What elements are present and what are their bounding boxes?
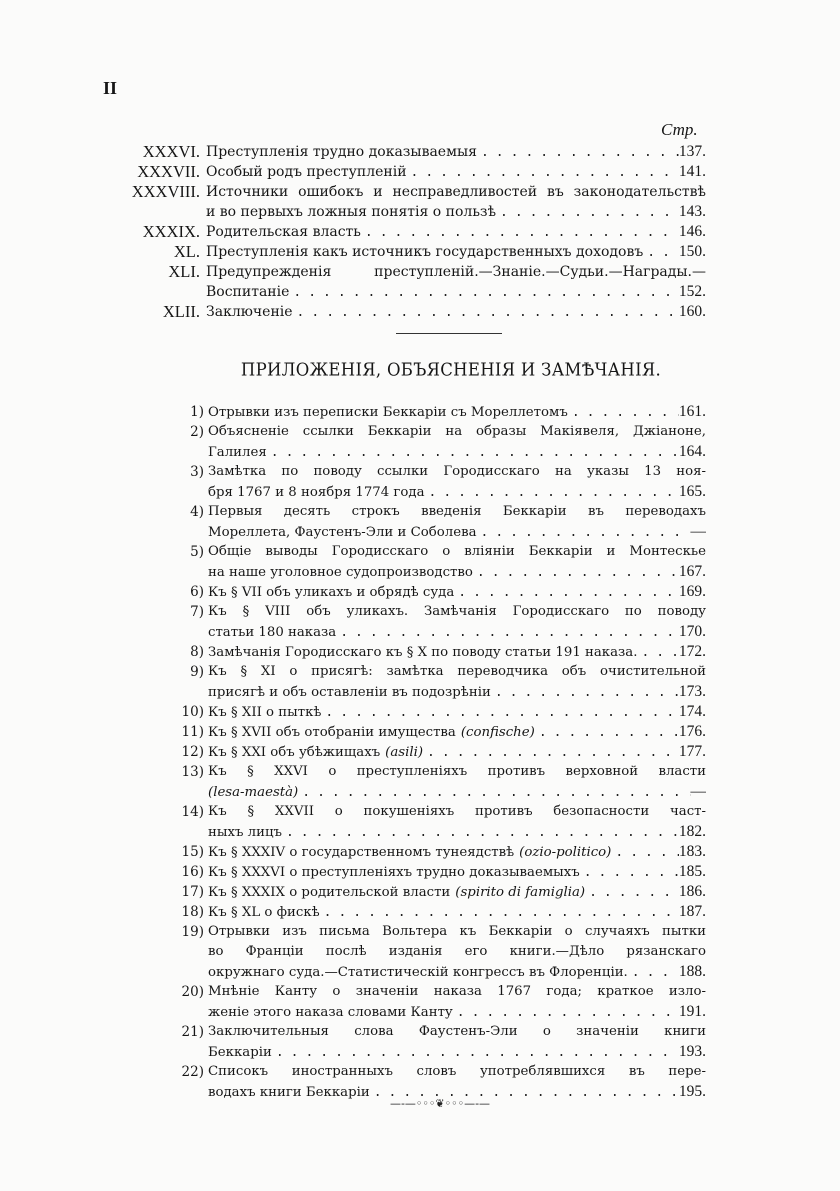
page-reference: — [690, 783, 706, 800]
entry-line [208, 642, 706, 662]
page-reference: 191. [678, 1003, 706, 1020]
entry-line [208, 962, 706, 982]
entry-number: 12) [181, 744, 204, 760]
entry-title-italic: (asili) [385, 745, 424, 760]
entry-title: Къ § XXVII о покушеніяхъ противъ безопасности част- [208, 804, 706, 819]
page-reference: 164. [678, 443, 706, 460]
entry-line [208, 922, 706, 942]
entry-title: Отрывки изъ переписки Беккаріи съ Мореллетомъ [208, 405, 568, 420]
entry-number: 4) [190, 504, 204, 520]
entry-number: XXXVIII. [131, 182, 200, 201]
entry-number: 11) [181, 724, 204, 740]
entry-number: 17) [181, 884, 204, 900]
page-column-heading: Стр. [661, 120, 698, 139]
page-number: II [103, 78, 118, 98]
entry-line [208, 842, 706, 862]
toc-entry [150, 762, 706, 802]
entry-title: Къ § XXXIX о родительской власти [208, 885, 451, 900]
entry-number: 3) [190, 464, 204, 480]
entry-line [208, 1042, 706, 1062]
dot-leader [425, 483, 679, 502]
dot-leader [454, 583, 679, 602]
toc-entry [150, 842, 706, 862]
entry-title: Особый родъ преступленій [206, 164, 407, 180]
section-divider [396, 333, 502, 334]
page-reference: 176. [678, 723, 706, 740]
page-reference: 161. [678, 403, 706, 420]
toc-entry [100, 182, 706, 222]
entry-line [208, 462, 706, 482]
entry-number: 2) [190, 424, 204, 440]
entry-title: Беккаріи [208, 1045, 272, 1060]
page-reference: 170. [678, 623, 706, 640]
toc-entry [150, 802, 706, 842]
entry-title: ныхъ лицъ [208, 825, 282, 840]
entry-title: Замѣтка по поводу ссылки Городисскаго на указы 13 ноя- [208, 464, 706, 479]
entry-line [208, 442, 706, 462]
entry-line [206, 242, 706, 262]
page-reference: 185. [678, 863, 706, 880]
entry-line [206, 142, 706, 162]
entry-title: Предупрежденія преступленій.—Знаніе.—Судьи.—Награды.— [206, 264, 706, 280]
entry-number: 10) [181, 704, 204, 720]
toc-entry [150, 402, 706, 422]
entry-number: XXXVII. [137, 162, 200, 181]
entry-line [206, 182, 706, 202]
entry-number: XXXVI. [142, 142, 200, 161]
entry-title: Къ § VIII объ уликахъ. Замѣчанія Городисскаго по поводу [208, 604, 706, 619]
entry-title: Мореллета, Фаустенъ-Эли и Соболева [208, 525, 477, 540]
toc-entry [150, 422, 706, 462]
entry-title: бря 1767 и 8 ноября 1774 года [208, 485, 425, 500]
entry-line [206, 262, 706, 282]
dot-leader [336, 623, 679, 642]
entry-title: и во первыхъ ложныя понятія о пользѣ [206, 204, 497, 220]
entry-line [208, 802, 706, 822]
entry-line [208, 742, 706, 762]
page-reference: 195. [678, 1083, 706, 1100]
table-of-contents [100, 142, 706, 322]
toc-entry [150, 1062, 706, 1102]
toc-entry [150, 742, 706, 762]
entry-number: XLII. [162, 302, 200, 321]
toc-entry [150, 882, 706, 902]
toc-entry [150, 1022, 706, 1062]
ornament-tailpiece: —-—◦◦◦❦◦◦◦—-— [389, 1097, 491, 1110]
section-title: ПРИЛОЖЕНІЯ, ОБЪЯСНЕНІЯ И ЗАМѢЧАНІЯ. [240, 359, 662, 380]
entry-line [208, 582, 706, 602]
entry-title: на наше уголовное судопроизводство [208, 565, 473, 580]
entry-title: Къ § XII о пыткѣ [208, 705, 322, 720]
entry-title: Къ § XXXVI о преступленіяхъ трудно доказываемыхъ [208, 865, 580, 880]
entry-line [208, 822, 706, 842]
toc-entry [150, 902, 706, 922]
entry-number: 13) [181, 764, 204, 780]
entry-title: Галилея [208, 445, 267, 460]
entry-line [208, 502, 706, 522]
entry-line [208, 722, 706, 742]
dot-leader [298, 783, 690, 802]
toc-entry [100, 142, 706, 162]
entry-title: Къ § VII объ уликахъ и обрядѣ суда [208, 585, 455, 600]
entry-number: 20) [181, 984, 204, 1000]
dot-leader [361, 223, 679, 242]
entry-title: окружнаго суда.—Статистическій конгрессъ въ Флоренціи. [208, 965, 628, 980]
entry-number: 22) [181, 1064, 204, 1080]
entry-title: Къ § XXVI о преступленіяхъ противъ верховной власти [208, 764, 706, 779]
entry-title: Къ § XL о фискѣ [208, 905, 320, 920]
entry-line [206, 162, 706, 182]
dot-leader [423, 743, 679, 762]
toc-entry [100, 262, 706, 302]
dot-leader [568, 403, 679, 422]
dot-leader [320, 903, 679, 922]
toc-entry [150, 862, 706, 882]
entry-line [208, 542, 706, 562]
entry-title: Родительская власть [206, 224, 361, 240]
page-reference: 172. [678, 643, 706, 660]
entry-title: Объясненіе ссылки Беккаріи на образы Макіявеля, Джіаноне, [208, 424, 706, 439]
entry-title: Источники ошибокъ и несправедливостей въ законодательствѣ [206, 184, 706, 200]
entry-title: Преступленія трудно доказываемыя [206, 144, 477, 160]
page-reference: 188. [678, 963, 706, 980]
entry-line [208, 1062, 706, 1082]
entry-number: 19) [181, 924, 204, 940]
page-reference: 160. [678, 303, 706, 320]
entry-line [208, 782, 706, 802]
entry-number: 8) [190, 644, 204, 660]
entry-number: XLI. [168, 262, 200, 281]
dot-leader [628, 963, 679, 982]
page-reference: 152. [678, 283, 706, 300]
entry-number: 5) [190, 544, 204, 560]
entry-number: XXXIX. [142, 222, 200, 241]
dot-leader [643, 243, 679, 262]
entry-title-italic: (lesa-maestà) [208, 785, 299, 800]
page-reference: 182. [678, 823, 706, 840]
toc-entry [150, 982, 706, 1022]
entry-line [208, 902, 706, 922]
page-reference: 173. [678, 683, 706, 700]
toc-entry [150, 662, 706, 702]
appendix-contents [150, 402, 706, 1102]
entry-line [208, 562, 706, 582]
entry-title: Первыя десять строкъ введенія Беккаріи въ переводахъ [208, 504, 706, 519]
page-reference: 143. [678, 203, 706, 220]
entry-line [208, 662, 706, 682]
dot-leader [477, 523, 691, 542]
entry-number: 6) [190, 584, 204, 600]
page-reference: 150. [678, 243, 706, 260]
dot-leader [321, 703, 678, 722]
entry-line [208, 482, 706, 502]
toc-entry [150, 542, 706, 582]
entry-title: Заключеніе [206, 304, 293, 320]
entry-line [208, 702, 706, 722]
dot-leader [535, 723, 679, 742]
toc-entry [100, 222, 706, 242]
entry-line [208, 522, 706, 542]
entry-title: Отрывки изъ письма Вольтера къ Беккаріи о случаяхъ пытки [208, 924, 706, 939]
toc-entry [150, 502, 706, 542]
entry-number: 18) [181, 904, 204, 920]
dot-leader [473, 563, 679, 582]
entry-title: Къ § XXXIV о государственномъ тунеядствѣ [208, 845, 515, 860]
entry-title: Къ § XI о присягѣ: замѣтка переводчика объ очистительной [208, 664, 706, 679]
dot-leader [496, 203, 679, 222]
entry-number: 21) [181, 1024, 204, 1040]
page-reference: 169. [678, 583, 706, 600]
dot-leader [407, 163, 679, 182]
entry-line [208, 762, 706, 782]
page-reference: 167. [678, 563, 706, 580]
entry-title: Заключительныя слова Фаустенъ-Эли о значеніи книги [208, 1024, 706, 1039]
entry-line [208, 862, 706, 882]
page-reference: 165. [678, 483, 706, 500]
entry-line [208, 402, 706, 422]
entry-line [208, 882, 706, 902]
entry-title: Общіе выводы Городисскаго о вліяніи Беккаріи и Монтескье [208, 544, 706, 559]
page-reference: 137. [678, 143, 706, 160]
entry-title: Къ § XVII объ отобраніи имущества [208, 725, 456, 740]
entry-title: Къ § XXI объ убѣжищахъ [208, 745, 381, 760]
entry-number: 14) [181, 804, 204, 820]
entry-title: Мнѣніе Канту о значеніи наказа 1767 года; краткое изло- [208, 984, 706, 999]
page-reference: 174. [678, 703, 706, 720]
dot-leader [585, 883, 679, 902]
page-reference: 187. [678, 903, 706, 920]
entry-line [206, 222, 706, 242]
entry-line [208, 682, 706, 702]
toc-entry [100, 242, 706, 262]
dot-leader [637, 643, 678, 662]
dot-leader [580, 863, 679, 882]
page-reference: 193. [678, 1043, 706, 1060]
entry-line [206, 202, 706, 222]
entry-title: во Франціи послѣ изданія его книги.—Дѣло рязанскаго [208, 944, 706, 959]
entry-title: Воспитаніе [206, 284, 290, 300]
entry-line [206, 282, 706, 302]
dot-leader [272, 1043, 679, 1062]
dot-leader [293, 303, 679, 322]
entry-line [208, 1022, 706, 1042]
dot-leader [611, 843, 679, 862]
toc-entry [100, 162, 706, 182]
toc-entry [150, 922, 706, 982]
entry-line [208, 982, 706, 1002]
entry-line [208, 942, 706, 962]
page-reference: 186. [678, 883, 706, 900]
toc-entry [150, 582, 706, 602]
dot-leader [289, 283, 678, 302]
entry-title: Списокъ иностранныхъ словъ употреблявшихся въ пере- [208, 1064, 706, 1079]
entry-number: XL. [173, 242, 200, 261]
dot-leader [477, 143, 679, 162]
toc-entry [150, 642, 706, 662]
entry-number: 15) [181, 844, 204, 860]
page-reference: 141. [678, 163, 706, 180]
dot-leader [282, 823, 679, 842]
entry-number: 9) [190, 664, 204, 680]
entry-title-italic: (ozio-politico) [519, 845, 612, 860]
entry-line [208, 422, 706, 442]
entry-title: присягѣ и объ оставленіи въ подозрѣніи [208, 685, 491, 700]
dot-leader [267, 443, 679, 462]
toc-entry [150, 702, 706, 722]
toc-entry [100, 302, 706, 322]
toc-entry [150, 602, 706, 642]
page-reference: 183. [678, 843, 706, 860]
entry-line [208, 622, 706, 642]
entry-title: статьи 180 наказа [208, 625, 337, 640]
entry-line [208, 602, 706, 622]
page-reference: 146. [678, 223, 706, 240]
entry-number: 7) [190, 604, 204, 620]
entry-line [208, 1002, 706, 1022]
toc-entry [150, 462, 706, 502]
entry-title: Преступленія какъ источникъ государственныхъ доходовъ [206, 244, 644, 260]
entry-line [206, 302, 706, 322]
entry-title: женіе этого наказа словами Канту [208, 1005, 453, 1020]
entry-number: 16) [181, 864, 204, 880]
toc-entry [150, 722, 706, 742]
dot-leader [491, 683, 679, 702]
entry-number: 1) [190, 404, 204, 420]
dot-leader [453, 1003, 679, 1022]
entry-title-italic: (confische) [460, 725, 535, 740]
entry-title-italic: (spirito di famiglia) [455, 885, 586, 900]
entry-title: водахъ книги Беккаріи [208, 1085, 370, 1100]
page-reference: 177. [678, 743, 706, 760]
page-reference: — [690, 523, 706, 540]
entry-title: Замѣчанія Городисскаго къ § X по поводу статьи 191 наказа. [208, 645, 638, 660]
